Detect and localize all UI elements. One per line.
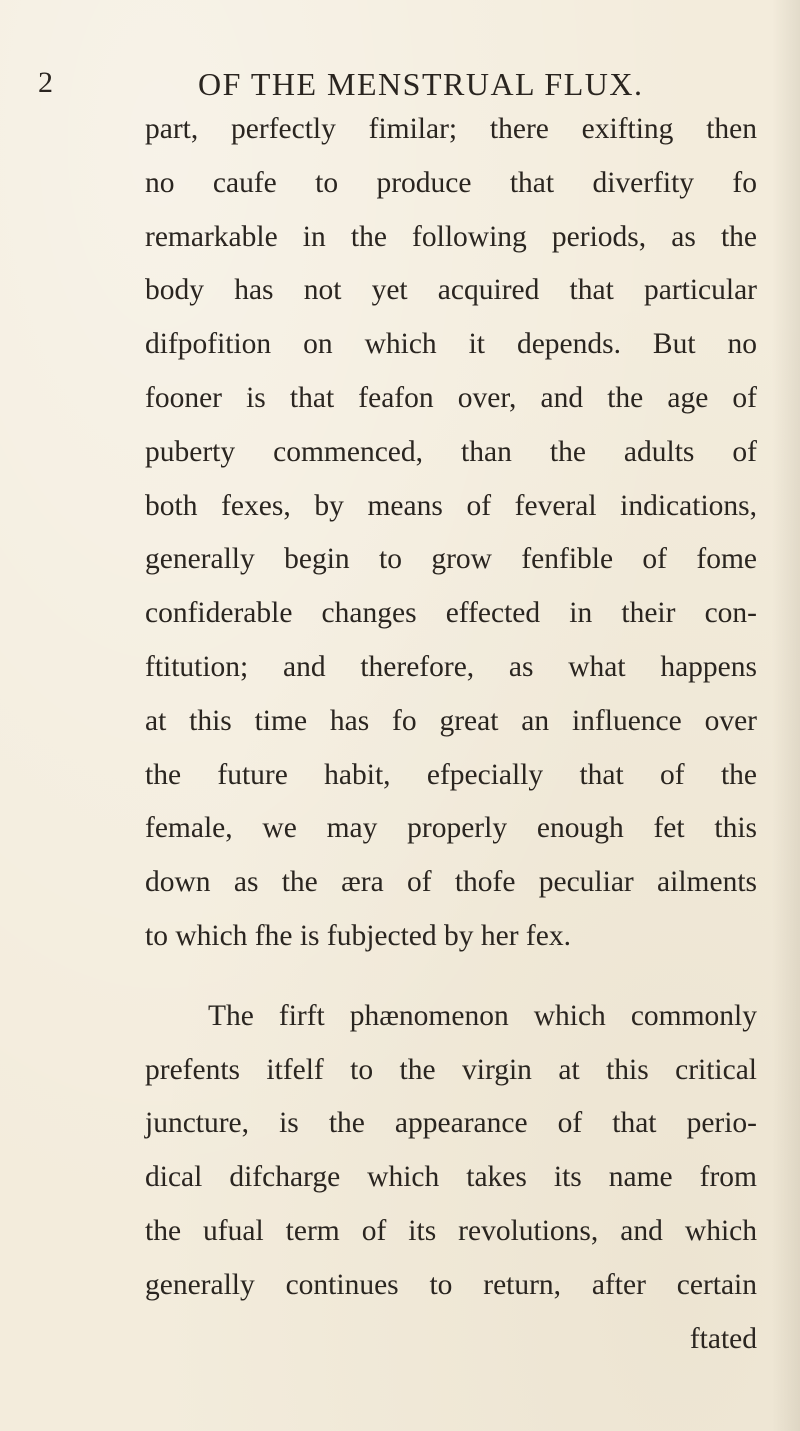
text-line: both fexes, by means of feveral indications, — [145, 489, 757, 522]
text-line: ftitution; and therefore, as what happens — [145, 650, 757, 683]
text-line: body has not yet acquired that particular — [145, 274, 757, 307]
text-line: female, we may properly enough fet this — [145, 812, 757, 845]
text-line: part, perfectly fimilar; there exifting then — [145, 113, 757, 145]
page-edge-shadow — [772, 0, 800, 1431]
paragraph-gap — [145, 964, 757, 990]
text-line: remarkable in the following periods, as the — [145, 220, 757, 253]
body-text — [145, 103, 757, 1366]
text-line: the ufual term of its revolutions, and which — [145, 1214, 757, 1247]
text-line: at this time has fo great an influence over — [145, 704, 757, 737]
text-line: fooner is that feafon over, and the age of — [145, 381, 757, 414]
text-line: down as the æra of thofe peculiar ailments — [145, 866, 757, 899]
text-line: generally continues to return, after certain — [145, 1268, 757, 1301]
paragraph-1 — [145, 103, 757, 964]
text-line: juncture, is the appearance of that perio- — [145, 1107, 757, 1140]
text-line: no caufe to produce that diverfity fo — [145, 166, 757, 199]
text-line: confiderable changes effected in their con- — [145, 597, 757, 630]
text-line: generally begin to grow fenfible of fome — [145, 543, 757, 576]
page-number: 2 — [38, 66, 53, 99]
text-line-indented: The firft phænomenon which commonly — [208, 999, 757, 1032]
text-line: puberty commenced, than the adults of — [145, 435, 757, 468]
text-line: the future habit, efpecially that of the — [145, 758, 757, 791]
text-line-last: to which fhe is fubjected by her fex. — [145, 919, 571, 952]
text-line: prefents itfelf to the virgin at this critical — [145, 1053, 757, 1086]
paragraph-2 — [145, 990, 757, 1313]
catchword: ftated — [689, 1322, 757, 1355]
text-line: dical difcharge which takes its name from — [145, 1161, 757, 1194]
text-line: difpofition on which it depends. But no — [145, 328, 757, 361]
running-head: OF THE MENSTRUAL FLUX. — [198, 66, 644, 102]
